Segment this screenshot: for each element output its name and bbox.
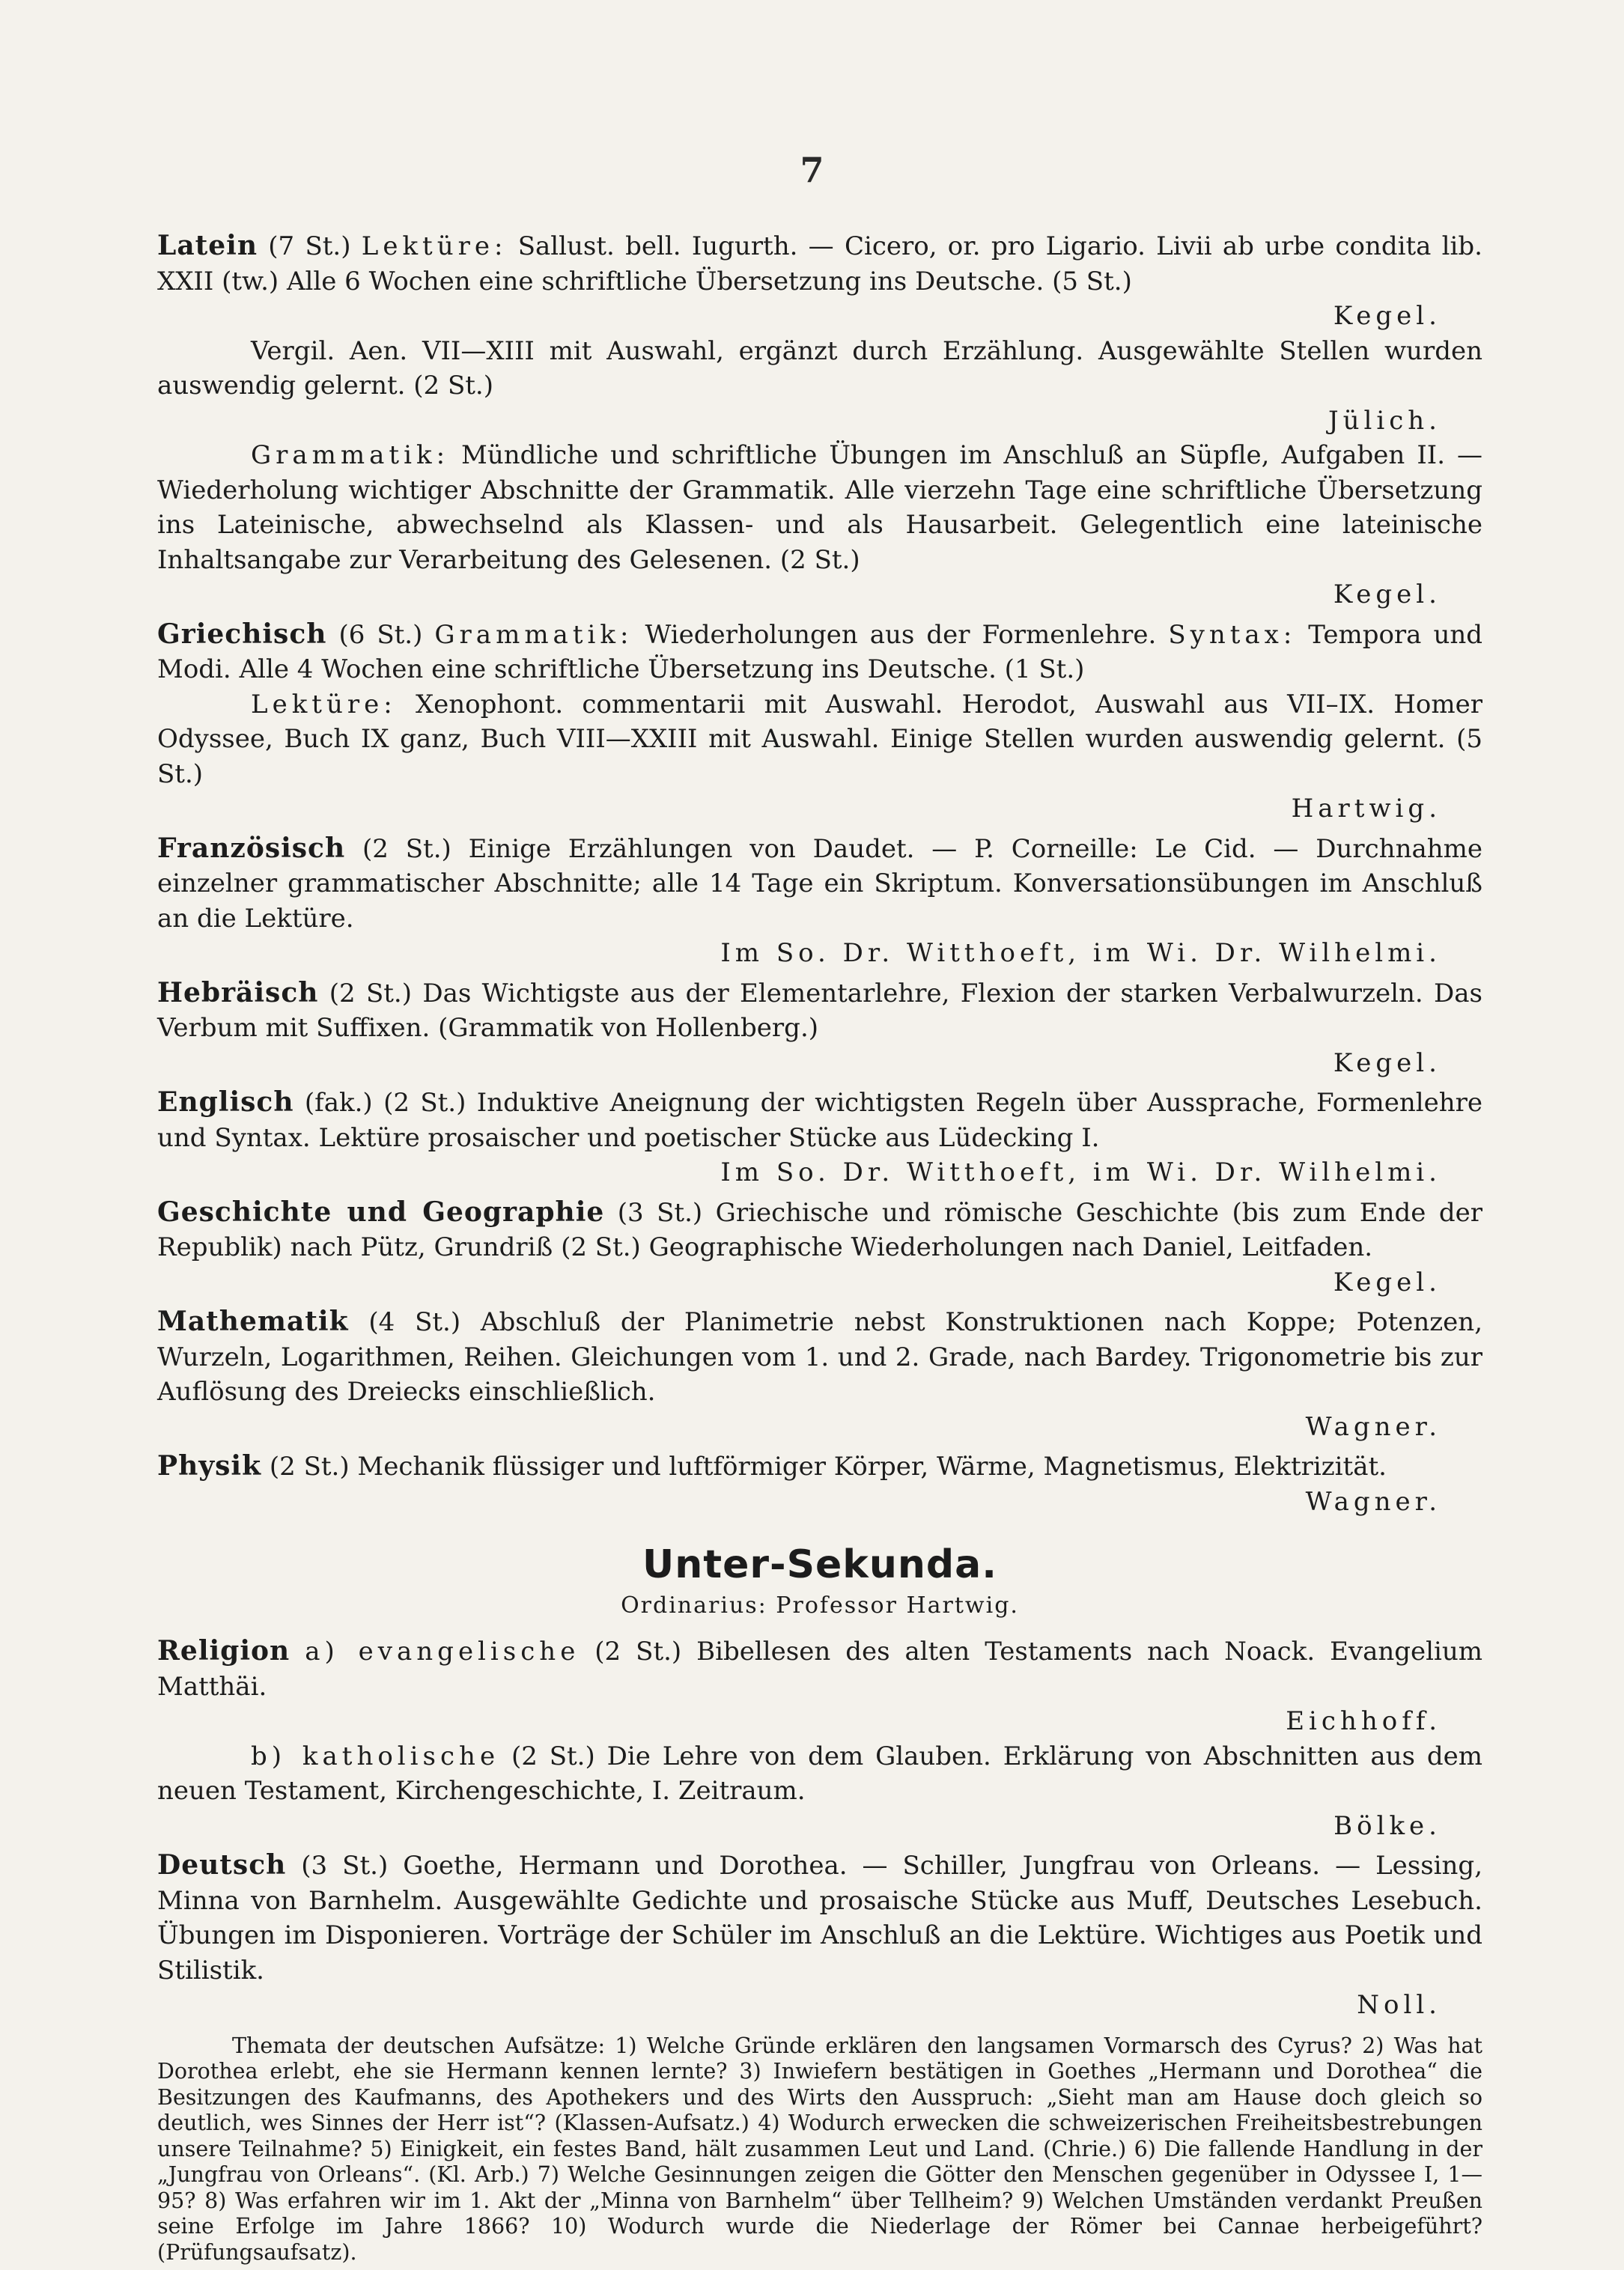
teacher-name: Kegel. xyxy=(1333,579,1441,609)
hours: (2 St.) xyxy=(362,833,451,864)
religion-section xyxy=(157,1634,1482,1843)
section-text: Goethe, Hermann und Dorothea. — Schiller, Jungfrau von Orleans. — Lessing, Minna von Barnhelm. Ausgewählte Gedichte und prosaische Stücke aus Muff, Deutsches Lesebuch. Übungen im Disponieren. Vorträge der Schüler im Anschluß an die Lektüre. Wichtiges aus Poetik und Stilistik. xyxy=(157,1851,1483,1986)
syntax-text: Tempora und Modi. Alle 4 Wochen eine schriftliche Übersetzung ins Deutsche. (1 St.) xyxy=(157,619,1483,684)
section-text: Induktive Aneignung der wichtigsten Regeln über Aussprache, Formenlehre und Syntax. Lektüre prosaischer und poetischer Stücke aus Lüdecking I. xyxy=(157,1088,1482,1153)
englisch-section xyxy=(157,1085,1482,1190)
hours: (6 St.) xyxy=(338,619,423,650)
religion-b-label: b) katholische xyxy=(251,1741,500,1771)
teacher-name: Im So. Dr. Witthoeft, im Wi. Dr. Wilhelmi. xyxy=(720,938,1441,968)
lektuere-text: Xenophont. commentarii mit Auswahl. Herodot, Auswahl aus VII–IX. Homer Odyssee, Buch IX ganz, Buch VIII—XXIII mit Auswahl. Einige Stellen wurden auswendig gelernt. (5 St.) xyxy=(157,689,1482,789)
subject-title: Mathematik xyxy=(157,1306,349,1337)
hours: (2 St.) xyxy=(511,1741,595,1771)
page-number: 7 xyxy=(800,150,824,190)
grammatik-text: Mündliche und schriftliche Übungen im Anschluß an Süpfle, Aufgaben II. — Wiederholung wichtiger Abschnitte der Grammatik. Alle vierzehn Tage eine schriftliche Übersetzung ins Lateinische, abwechselnd als Klassen- und als Hausarbeit. Gelegentlich eine lateinische Inhaltsangabe zur Verarbeitung des Gelesenen. (2 St.) xyxy=(157,440,1482,575)
section-text: Das Wichtigste aus der Elementarlehre, Flexion der starken Verbalwurzeln. Das Verbum mit Suffixen. (Grammatik von Hollenberg.) xyxy=(157,978,1482,1043)
hours: (2 St.) xyxy=(329,978,412,1008)
teacher-name: Hartwig. xyxy=(1291,794,1441,824)
subject-title: Physik xyxy=(157,1450,262,1482)
physik-section xyxy=(157,1449,1482,1519)
section-text: Abschluß der Planimetrie nebst Konstruktionen nach Koppe; Potenzen, Wurzeln, Logarithmen, Reihen. Gleichungen vom 1. und 2. Grade, nach Bardey. Trigonometrie bis zur Auflösung des Dreiecks einschließlich. xyxy=(157,1307,1483,1407)
lektuere-label: Lektüre: xyxy=(361,231,508,261)
section-text: Mechanik flüssiger und luftförmiger Körper, Wärme, Magnetismus, Elektrizität. xyxy=(357,1452,1387,1482)
religion-a-label: a) evangelische xyxy=(305,1637,580,1667)
section-text: Die Lehre von dem Glauben. Erklärung von Abschnitten aus dem neuen Testament, Kirchengeschichte, I. Zeitraum. xyxy=(157,1741,1483,1806)
mathematik-section xyxy=(157,1304,1482,1444)
themata-block xyxy=(157,2033,1482,2266)
subject-title: Religion xyxy=(157,1635,291,1667)
teacher-name: Jülich. xyxy=(1328,405,1441,436)
deutsch-section xyxy=(157,1848,1482,2266)
teacher-name: Noll. xyxy=(1357,1990,1441,2020)
hours: (2 St.) xyxy=(594,1637,682,1667)
subject-title: Deutsch xyxy=(157,1849,287,1881)
teacher-name: Kegel. xyxy=(1333,1047,1441,1078)
latein-section xyxy=(157,228,1482,612)
lektuere-label: Lektüre: xyxy=(251,689,397,719)
subject-title: Französisch xyxy=(157,832,346,864)
subject-title: Griechisch xyxy=(157,618,327,650)
subject-title: Englisch xyxy=(157,1086,294,1118)
griechisch-section xyxy=(157,617,1482,827)
grammatik-text: Wiederholungen aus der Formenlehre. xyxy=(645,619,1157,650)
teacher-name: Im So. Dr. Witthoeft, im Wi. Dr. Wilhelmi. xyxy=(720,1157,1441,1187)
hours: (4 St.) xyxy=(368,1307,461,1337)
teacher-name: Kegel. xyxy=(1333,1267,1441,1297)
subject-title: Geschichte und Geographie xyxy=(157,1196,605,1228)
themata-text: Themata der deutschen Aufsätze: 1) Welche Gründe erklären den langsamen Vormarsch des Cyrus? 2) Was hat Dorothea erlebt, ehe sie Hermann kennen lernte? 3) Inwiefern bestätigen in Goethes „Hermann und Dorothea“ die Besitzungen des Kaufmanns, des Apothekers und des Wirts den Ausspruch: „Sieht man am Hause doch gleich so deutlich, wes Sinnes der Herr ist“? (Klassen-Aufsatz.) 4) Wodurch erwecken die schweizerischen Freiheitsbestrebungen unsere Teilnahme? 5) Einigkeit, ein festes Band, hält zusammen Leut und Land. (Chrie.) 6) Die fallende Handlung in der „Jungfrau von Orleans“. (Kl. Arb.) 7) Welche Gesinnungen zeigen die Götter den Menschen gegenüber in Odyssee I, 1—95? 8) Was erfahren wir im 1. Akt der „Minna von Barnhelm“ über Tellheim? 9) Welchen Umständen verdankt Preußen seine Erfolge im Jahre 1866? 10) Wodurch wurde die Niederlage der Römer bei Cannae herbeigeführt? (Prüfungsaufsatz). xyxy=(157,2033,1482,2265)
grammatik-label: Grammatik: xyxy=(434,619,633,650)
section-text: Einige Erzählungen von Daudet. — P. Corneille: Le Cid. — Durchnahme einzelner grammatischer Abschnitte; alle 14 Tage ein Skriptum. Konversationsübungen im Anschluß an die Lektüre. xyxy=(157,833,1482,934)
teacher-name: Wagner. xyxy=(1305,1486,1441,1517)
teacher-name: Eichhoff. xyxy=(1286,1706,1441,1736)
teacher-name: Kegel. xyxy=(1333,301,1441,331)
ordinarius-line: Ordinarius: Professor Hartwig. xyxy=(621,1592,1019,1619)
geschichte-section xyxy=(157,1195,1482,1300)
lektuere-text: Sallust. bell. Iugurth. — Cicero, or. pro Ligario. Livii ab urbe condita lib. XXII (tw.) Alle 6 Wochen eine schriftliche Übersetzung ins Deutsche. (5 St.) xyxy=(157,231,1482,296)
section-text: Bibellesen des alten Testaments nach Noack. Evangelium Matthäi. xyxy=(157,1637,1483,1702)
franzoesisch-section xyxy=(157,831,1482,971)
hours: (3 St.) xyxy=(301,1851,389,1881)
syntax-label: Syntax: xyxy=(1168,619,1297,650)
subject-title: Latein xyxy=(157,230,258,261)
section-heading: Unter-Sekunda. xyxy=(642,1542,997,1587)
hours: (3 St.) xyxy=(617,1197,703,1228)
hours: (7 St.) xyxy=(268,231,351,261)
hours: (fak.) (2 St.) xyxy=(304,1088,466,1118)
subject-title: Hebräisch xyxy=(157,976,319,1008)
section-text: Griechische und römische Geschichte (bis zum Ende der Republik) nach Pütz, Grundriß (2 St.) Geographische Wiederholungen nach Daniel, Leitfaden. xyxy=(157,1197,1483,1262)
hebraeisch-section xyxy=(157,976,1482,1081)
hours: (2 St.) xyxy=(269,1452,350,1482)
vergil-text: Vergil. Aen. VII—XIII mit Auswahl, ergänzt durch Erzählung. Ausgewählte Stellen wurden auswendig gelernt. (2 St.) xyxy=(157,335,1482,401)
page-content xyxy=(157,228,1482,2270)
grammatik-label: Grammatik: xyxy=(251,440,450,470)
teacher-name: Bölke. xyxy=(1333,1810,1441,1841)
teacher-name: Wagner. xyxy=(1305,1411,1441,1442)
